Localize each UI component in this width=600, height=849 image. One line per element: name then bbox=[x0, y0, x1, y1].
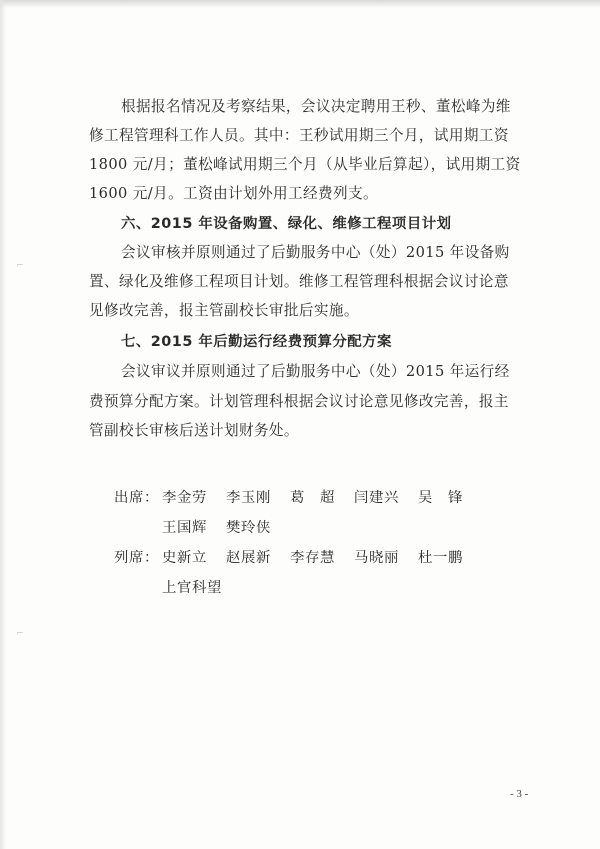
attendee-name: 闫建兴 bbox=[354, 490, 399, 506]
attendee-name: 李玉刚 bbox=[226, 490, 271, 506]
attendee-name: 李金劳 bbox=[162, 490, 207, 506]
attendee-name: 吴 锋 bbox=[418, 490, 463, 506]
attendees-label: 出席： bbox=[114, 490, 159, 506]
observer-name: 史新立 bbox=[162, 550, 207, 566]
observer-name: 李存慧 bbox=[290, 550, 335, 566]
paragraph-line: 管副校长审核后送计划财务处。 bbox=[89, 422, 299, 439]
section-heading-7: 七、2015 年后勤运行经费预算分配方案 bbox=[121, 334, 392, 350]
attendee-name: 樊玲侠 bbox=[226, 520, 271, 536]
page-number: - 3 - bbox=[510, 788, 529, 800]
paragraph-line: 费预算分配方案。计划管理科根据会议讨论意见修改完善，报主 bbox=[89, 393, 509, 410]
paragraph-line: 1600 元/月。工资由计划外用工经费列支。 bbox=[89, 185, 378, 202]
observers-label: 列席： bbox=[114, 550, 159, 566]
attendee-name: 王国辉 bbox=[162, 520, 207, 536]
observer-name: 上官科望 bbox=[162, 580, 222, 596]
paragraph-line: 会议审议并原则通过了后勤服务中心（处）2015 年运行经 bbox=[121, 363, 510, 380]
section-heading-6: 六、2015 年设备购置、绿化、维修工程项目计划 bbox=[121, 216, 452, 232]
observer-name: 马晓丽 bbox=[354, 550, 399, 566]
paragraph-line: 会议审核并原则通过了后勤服务中心（处）2015 年设备购 bbox=[121, 244, 510, 261]
paragraph-line: 修工程管理科工作人员。其中：王秒试用期三个月，试用期工资 bbox=[89, 127, 509, 144]
binding-mark: ⌐ bbox=[16, 629, 24, 639]
paragraph-line: 置、绿化及维修工程项目计划。维修工程管理科根据会议讨论意 bbox=[89, 273, 509, 290]
binding-mark: ⌐ bbox=[16, 261, 24, 271]
attendee-name: 葛 超 bbox=[290, 490, 335, 506]
paragraph-line: 根据报名情况及考察结果，会议决定聘用王秒、董松峰为维 bbox=[121, 98, 511, 115]
paragraph-line: 1800 元/月；董松峰试用期三个月（从毕业后算起），试用期工资 bbox=[89, 156, 521, 173]
scan-edge-top bbox=[0, 0, 600, 8]
observer-name: 赵展新 bbox=[226, 550, 271, 566]
paragraph-line: 见修改完善，报主管副校长审批后实施。 bbox=[89, 302, 359, 319]
scan-edge-left bbox=[0, 0, 6, 849]
observer-name: 杜一鹏 bbox=[418, 550, 463, 566]
